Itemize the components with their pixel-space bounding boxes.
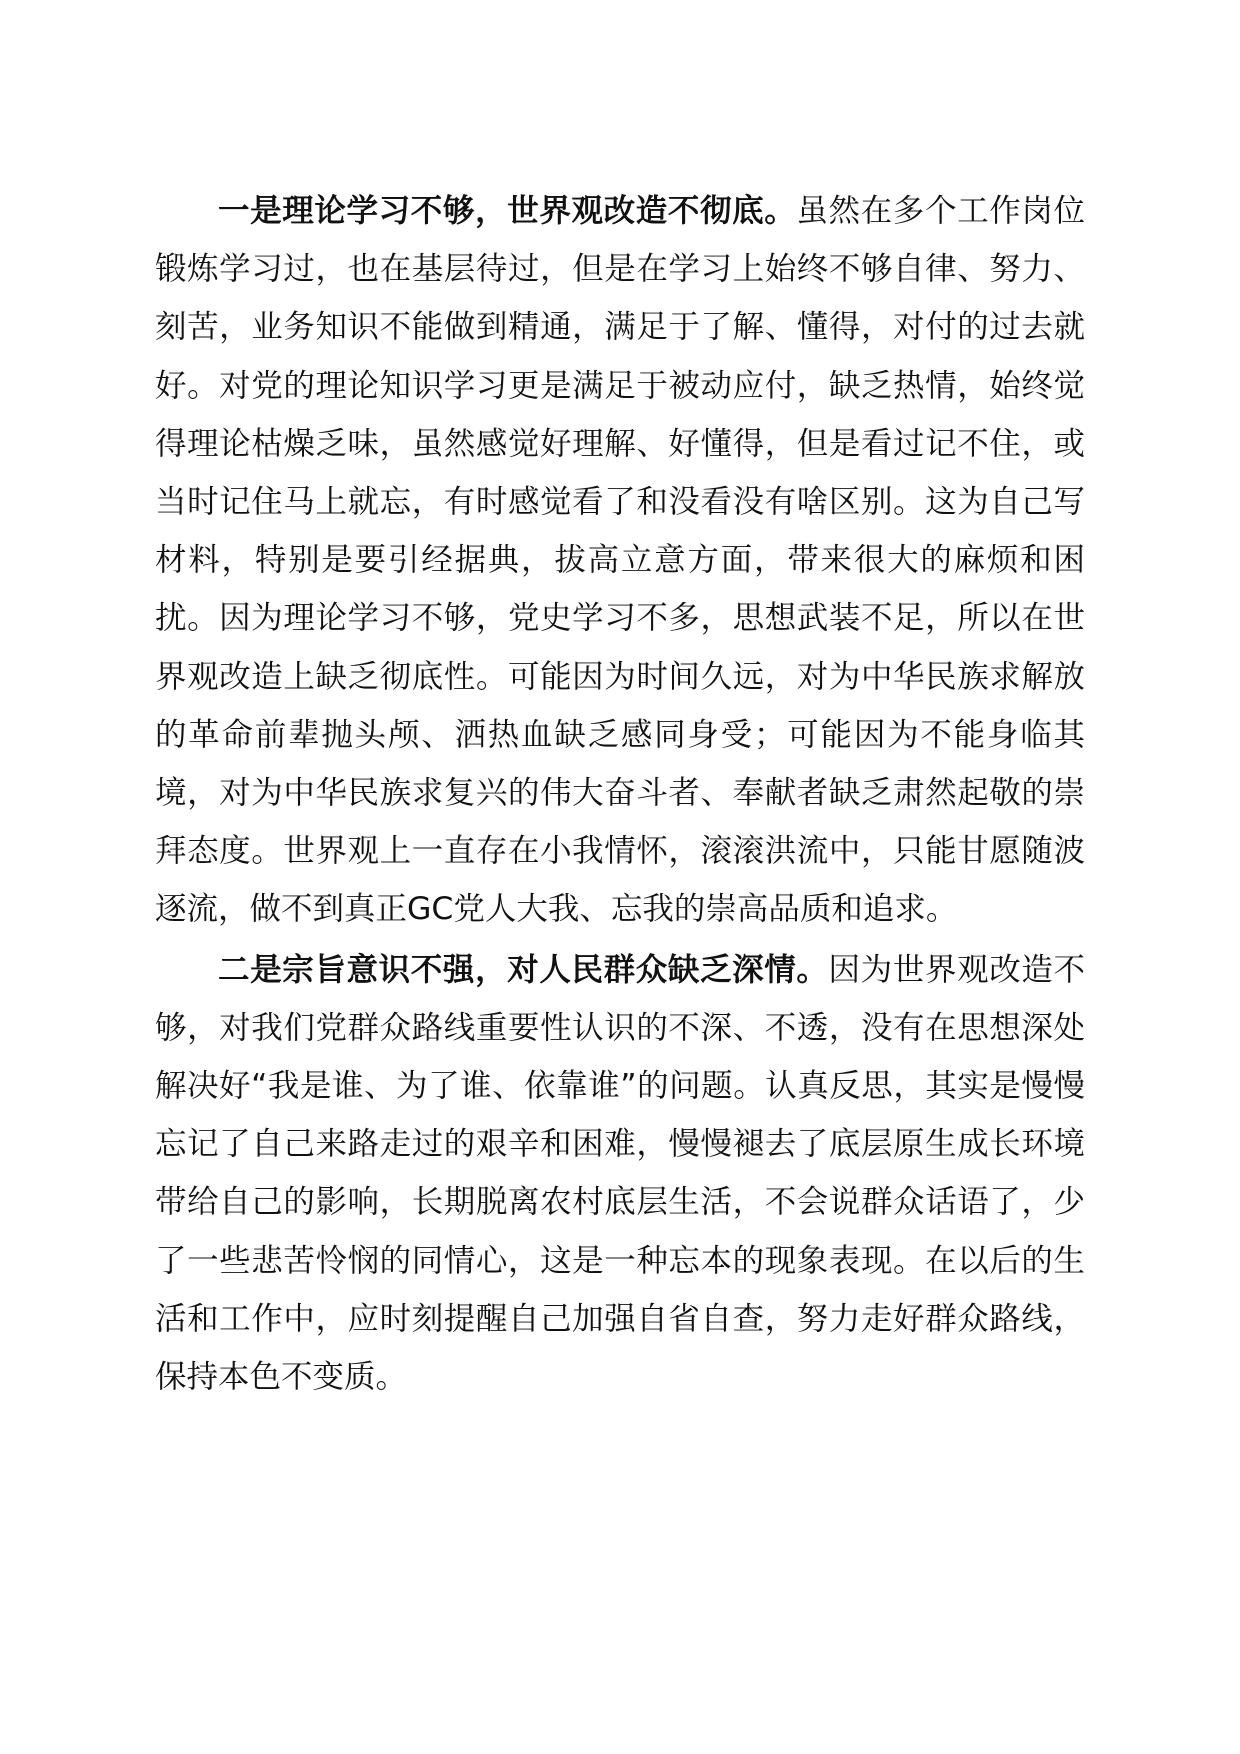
paragraph-heading: 二是宗旨意识不强，对人民群众缺乏深情。 bbox=[218, 951, 829, 988]
document-body bbox=[155, 182, 1085, 1408]
paragraph-heading: 一是理论学习不够，世界观改造不彻底。 bbox=[218, 193, 797, 229]
paragraph-purpose-awareness bbox=[155, 941, 1085, 1407]
paragraph-theory-study bbox=[155, 182, 1085, 939]
paragraph-text: 虽然在多个工作岗位锻炼学习过，也在基层待过，但是在学习上始终不够自律、努力、刻苦，业务知识不能做到精通，满足于了解、懂得，对付的过去就好。对党的理论知识学习更是满足于被动应付，缺乏热情，始终觉得理论枯燥乏味，虽然感觉好理解、好懂得，但是看过记不住，或当时记住马上就忘，有时感觉看了和没看没有啥区别。这为自己写材料，特别是要引经据典，拔高立意方面，带来很大的麻烦和困扰。因为理论学习不够，党史学习不多，思想武装不足，所以在世界观改造上缺乏彻底性。可能因为时间久远，对为中华民族求解放的革命前辈抛头颅、洒热血缺乏感同身受；可能因为不能身临其境，对为中华民族求复兴的伟大奋斗者、奉献者缺乏肃然起敬的崇拜态度。世界观上一直存在小我情怀，滚滚洪流中，只能甘愿随波逐流，做不到真正GC党人大我、忘我的崇高品质和追求。 bbox=[155, 193, 1085, 928]
paragraph-text: 因为世界观改造不够，对我们党群众路线重要性认识的不深、不透，没有在思想深处解决好“我是谁、为了谁、依靠谁”的问题。认真反思，其实是慢慢忘记了自己来路走过的艰辛和困难，慢慢褪去了底层原生成长环境带给自己的影响，长期脱离农村底层生活，不会说群众话语了，少了一些悲苦怜悯的同情心，这是一种忘本的现象表现。在以后的生活和工作中，应时刻提醒自己加强自省自查，努力走好群众路线，保持本色不变质。 bbox=[155, 951, 1085, 1396]
